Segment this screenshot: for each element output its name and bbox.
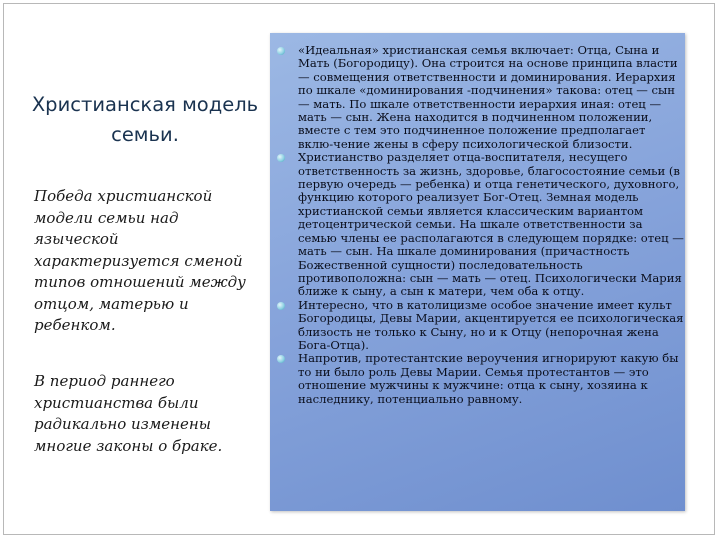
list-item <box>276 352 684 406</box>
list-item-text: Интересно, что в католицизме особое значение имеет культ Богородицы, Девы Марии, акцентируется ее психологическая близость не только к Сыну, но и к Отцу (непорочная жена Бога-Отца). <box>298 297 684 352</box>
list-item <box>276 151 684 298</box>
list-item-text: Напротив, протестантские вероучения игнорируют какую бы то ни было роль Девы Марии. Семья протестантов — это отношение мужчины к мужчине: отца к сыну, хозяина к наследнику, потенциально равному. <box>298 351 679 406</box>
bullet-icon <box>277 47 285 55</box>
bullet-list <box>276 44 684 406</box>
bullet-icon <box>277 355 285 363</box>
bullet-icon <box>277 154 285 162</box>
slide-title: Христианская модель семьи. <box>31 93 259 146</box>
marriage-laws-paragraph: В период раннего христианства были радикально изменены многие законы о браке. <box>34 372 223 455</box>
bullet-icon <box>277 302 285 310</box>
list-item <box>276 44 684 151</box>
list-item <box>276 299 684 353</box>
list-item-text: Христианство разделяет отца-воспитателя, несущего ответственность за жизнь, здоровье, благосостояние семьи (в первую очередь — ребенка) и отца генетического, духовного, функцию которого реализует Бог-Отец. Земная модель христианской семьи является классическим вариантом детоцентрической семьи. На шкале ответственности за семью члены ее располагаются в следующем порядке: отец — мать — сын. На шкале доминирования (причастность Божественной сущности) последовательность противоположна: сын — мать — отец. Психологически Мария ближе к сыну, а сын к матери, чем оба к отцу. <box>298 150 684 299</box>
list-item-text: «Идеальная» христианская семья включает: Отца, Сына и Мать (Богородицу). Она строится на основе принципа власти — совмещения ответственности и доминирования. Иерархия по шкале «доминирования -подчинения» такова: отец — сын — мать. По шкале ответственности иерархия иная: отец — мать — сын. Жена находится в подчиненном положении, вместе с тем это подчиненное положение предполагает вклю-чение жены в сферу психологической близости. <box>298 43 678 151</box>
intro-paragraph: Победа христианской модели семьи над языческой характеризуется сменой типов отношений между отцом, матерью и ребенком. <box>34 187 246 334</box>
